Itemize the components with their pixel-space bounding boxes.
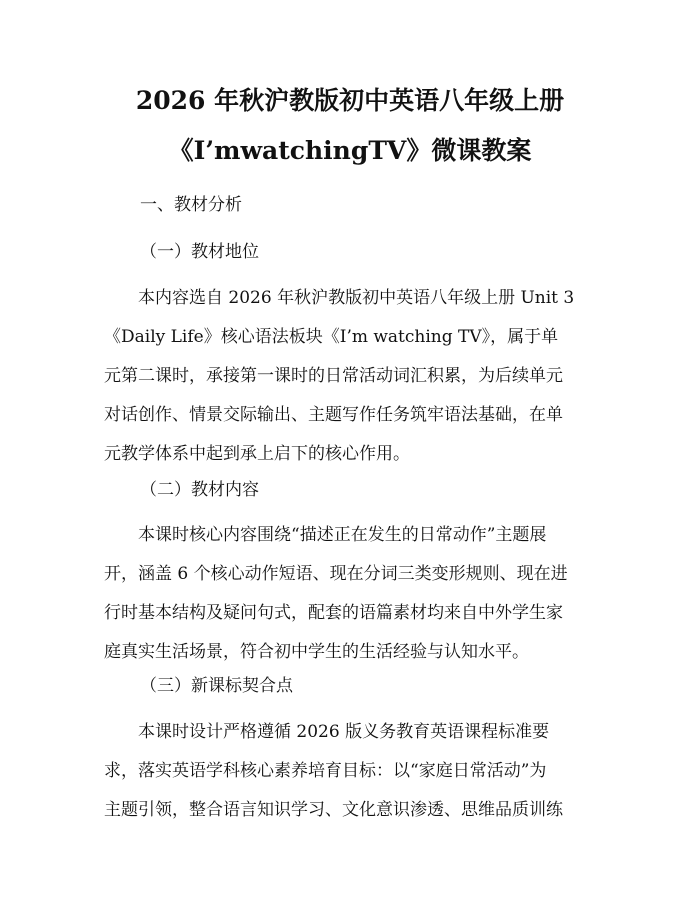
paragraph-line: 开，涵盖 6 个核心动作短语、现在分词三类变形规则、现在进 (104, 564, 568, 584)
paragraph-line: 元教学体系中起到承上启下的核心作用。 (104, 444, 410, 464)
paragraph-line: 本内容选自 2026 年秋沪教版初中英语八年级上册 Unit 3 (138, 288, 575, 308)
document-title-line1: 2026 年秋沪教版初中英语八年级上册 (135, 86, 565, 115)
paragraph-line: 庭真实生活场景，符合初中学生的生活经验与认知水平。 (104, 642, 529, 662)
paragraph-curriculum-alignment (104, 713, 604, 830)
section-heading-textbook-analysis: 一、教材分析 (140, 195, 242, 215)
paragraph-line: 元第二课时，承接第一课时的日常活动词汇积累，为后续单元 (104, 366, 563, 386)
paragraph-line: 主题引领，整合语言知识学习、文化意识渗透、思维品质训练 (104, 800, 563, 820)
paragraph-line: 本课时设计严格遵循 2026 版义务教育英语课程标准要 (138, 722, 550, 742)
subsection-heading-textbook-position: （一）教材地位 (140, 242, 259, 262)
subsection-heading-curriculum-alignment: （三）新课标契合点 (140, 676, 293, 696)
paragraph-line: 求，落实英语学科核心素养培育目标：以“家庭日常活动”为 (104, 761, 547, 781)
paragraph-line: 行时基本结构及疑问句式，配套的语篇素材均来自中外学生家 (104, 603, 563, 623)
paragraph-line: 对话创作、情景交际输出、主题写作任务筑牢语法基础，在单 (104, 405, 563, 425)
paragraph-textbook-position (104, 279, 604, 474)
paragraph-line: 《Daily Life》核心语法板块《I’m watching TV》，属于单 (104, 327, 559, 347)
paragraph-line: 本课时核心内容围绕“描述正在发生的日常动作”主题展 (138, 525, 547, 545)
document-title-line2: 《I’mwatchingTV》微课教案 (168, 136, 532, 165)
paragraph-textbook-content (104, 516, 604, 672)
subsection-heading-textbook-content: （二）教材内容 (140, 480, 259, 500)
